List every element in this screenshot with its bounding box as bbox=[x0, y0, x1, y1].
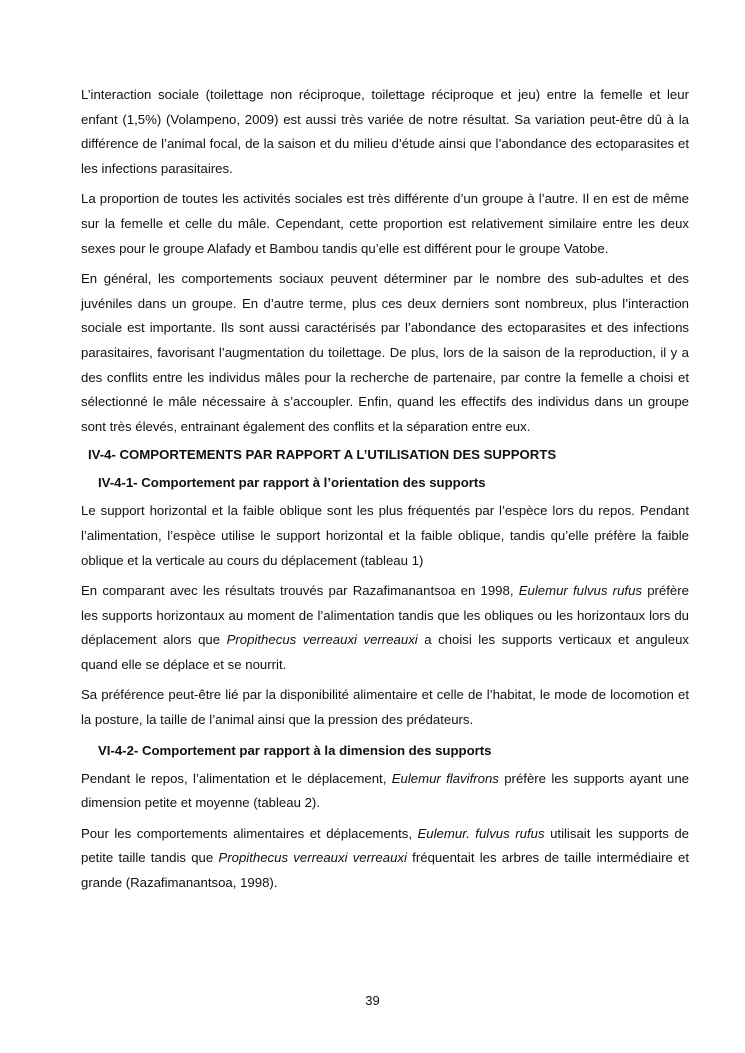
species-name: Propithecus verreauxi verreauxi bbox=[226, 632, 418, 648]
paragraph-social-interaction: L’interaction sociale (toilettage non réciproque, toilettage réciproque et jeu) entre la femelle et leur enfant (1,5%) (Volampeno, 2009) est aussi très variée de notre résultat. Sa variation peut-être dû à la différence de l’animal focal, de la saison et du milieu d’étude ainsi que l’abondance des ectoparasites et les infections parasitaires. bbox=[81, 87, 689, 176]
paragraph-dimension-comparison bbox=[81, 822, 689, 896]
text-run: fréquentait les arbres de taille intermédiaire et grande (Razafimanantsoa, 1998). bbox=[81, 850, 689, 891]
paragraph-social-proportion: La proportion de toutes les activités sociales est très différente d’un groupe à l’autre. Il en est de même sur la femelle et celle du mâle. Cependant, cette proportion est relativement similaire entre les deux sexes pour le groupe Alafady et Bambou tandis qu’elle est différent pour le groupe Vatobe. bbox=[81, 191, 689, 256]
subsection-heading-dimension: VI-4-2- Comportement par rapport à la dimension des supports bbox=[98, 742, 492, 758]
paragraph-dimension-results bbox=[81, 767, 689, 816]
species-name: Propithecus verreauxi verreauxi bbox=[218, 850, 407, 866]
text-run: Pendant le repos, l’alimentation et le déplacement, bbox=[81, 770, 392, 786]
text-run: Pour les comportements alimentaires et déplacements, bbox=[81, 825, 418, 841]
subsection-heading-orientation: IV-4-1- Comportement par rapport à l’orientation des supports bbox=[98, 475, 486, 491]
species-name: Eulemur fulvus rufus bbox=[518, 583, 642, 599]
text-run: utilisait les supports de petite taille tandis que bbox=[81, 825, 689, 866]
paragraph-orientation-comparison bbox=[81, 579, 689, 677]
paragraph-social-behaviour-general: En général, les comportements sociaux peuvent déterminer par le nombre des sub-adultes et des juvéniles dans un groupe. En d’autre terme, plus ces deux derniers sont nombreux, plus l’interaction sociale est importante. Ils sont aussi caractérisés par l’abondance des ectoparasites et des infections parasitaires, favorisant l’augmentation du toilettage. De plus, lors de la saison de la reproduction, il y a des conflits entre les individus mâles pour la recherche de partenaire, par contre la femelle a choisi et sélectionné le mâle nécessaire à s’accoupler. Enfin, quand les effectifs des individus dans un groupe sont très élevés, entrainant également des conflits et la séparation entre eux. bbox=[81, 271, 689, 434]
paragraph-orientation-results: Le support horizontal et la faible oblique sont les plus fréquentés par l’espèce lors du repos. Pendant l’alimentation, l’espèce utilise le support horizontal et la faible oblique, tandis qu’elle préfère la faible oblique et la verticale au cours du déplacement (tableau 1) bbox=[81, 503, 689, 568]
page-number: 39 bbox=[365, 993, 380, 1008]
species-name: Eulemur. fulvus rufus bbox=[417, 825, 545, 841]
species-name: Eulemur flavifrons bbox=[391, 770, 499, 786]
paragraph-orientation-preference: Sa préférence peut-être lié par la disponibilité alimentaire et celle de l’habitat, le mode de locomotion et la posture, la taille de l’animal ainsi que la pression des prédateurs. bbox=[81, 687, 689, 728]
text-run: préfère les supports horizontaux au moment de l’alimentation tandis que les obliques ou les horizontaux lors du déplacement alors que bbox=[81, 583, 689, 648]
text-run: a choisi les supports verticaux et anguleux quand elle se déplace et se nourrit. bbox=[81, 632, 690, 672]
page-body bbox=[81, 83, 689, 902]
text-run: En comparant avec les résultats trouvés par Razafimanantsoa en 1998, bbox=[81, 583, 519, 599]
text-run: préfère les supports ayant une dimension petite et moyenne (tableau 2). bbox=[81, 770, 689, 811]
section-heading-supports: IV-4- COMPORTEMENTS PAR RAPPORT A L’UTILISATION DES SUPPORTS bbox=[88, 447, 557, 463]
